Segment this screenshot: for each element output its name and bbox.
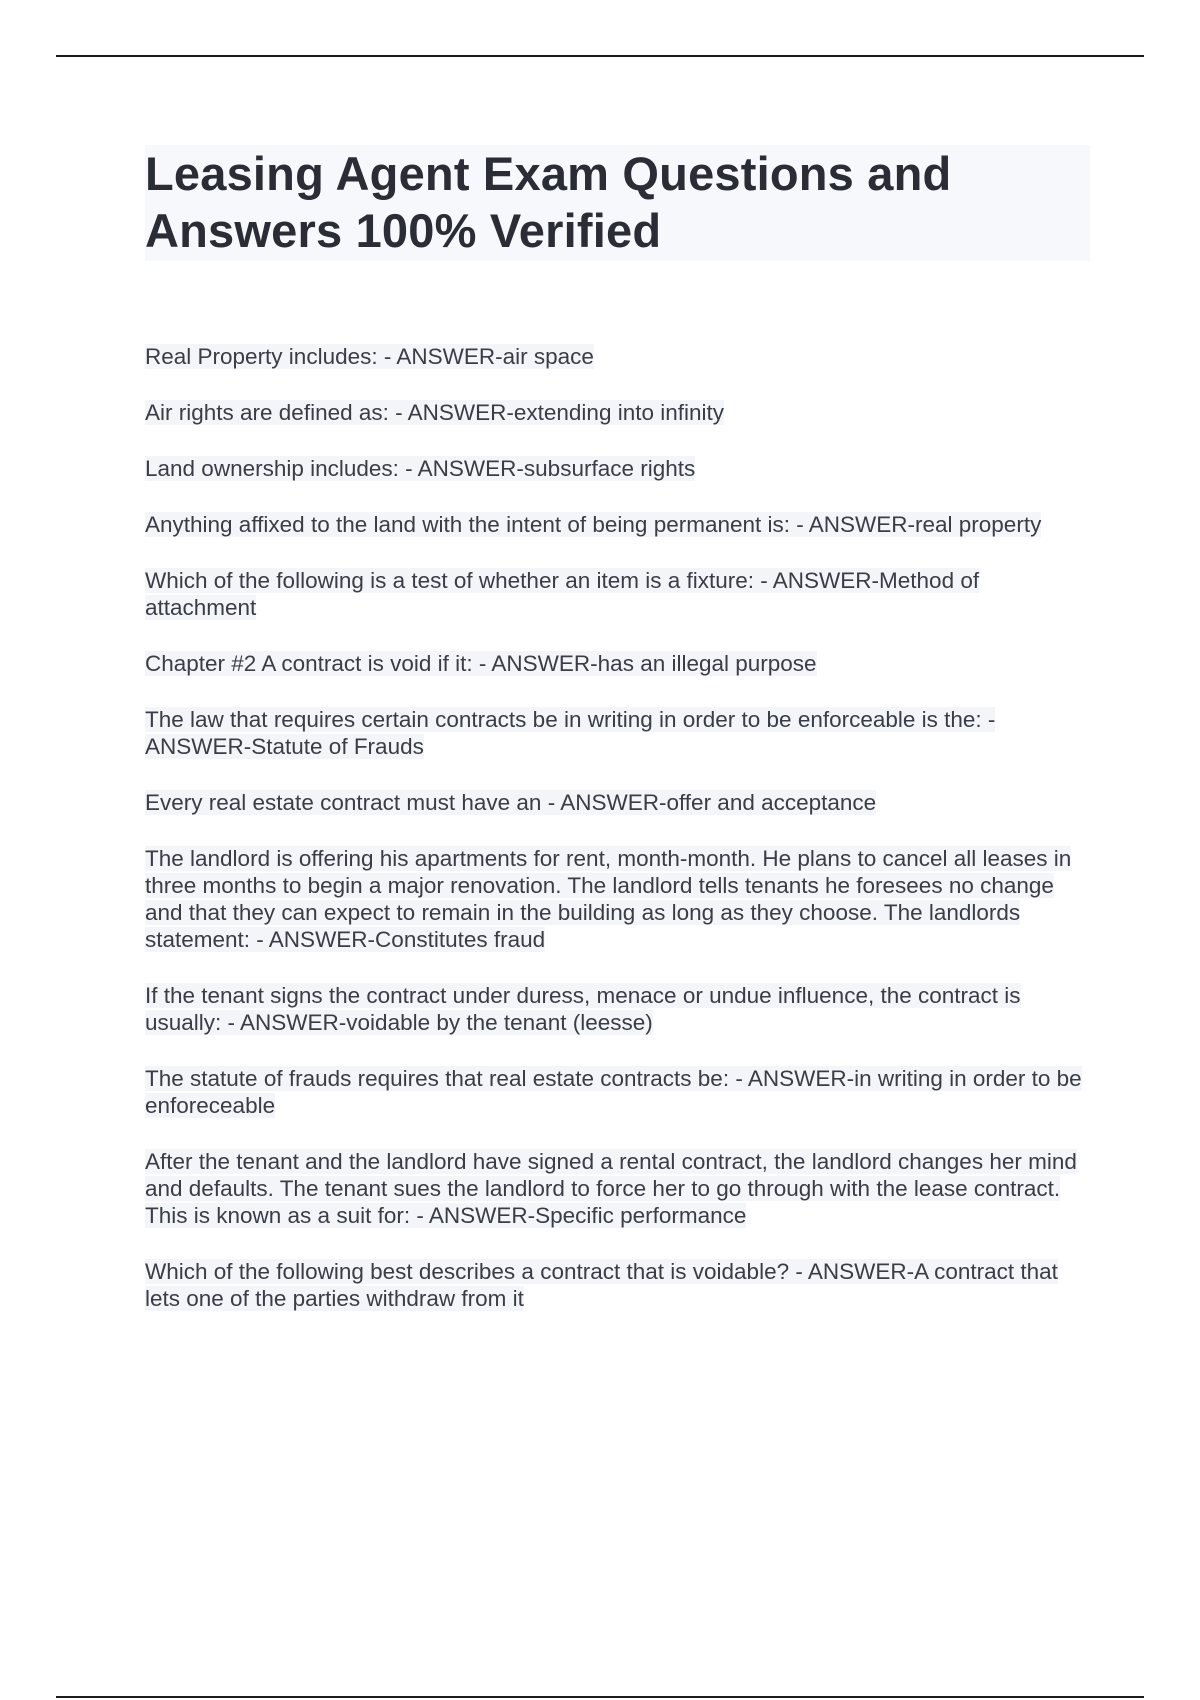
qa-item xyxy=(145,455,1090,482)
qa-text: Which of the following is a test of whether an item is a fixture: - ANSWER-Method of attachment xyxy=(145,568,980,620)
qa-item xyxy=(145,343,1090,370)
qa-item xyxy=(145,1148,1090,1229)
qa-text: The law that requires certain contracts be in writing in order to be enforceable is the: - ANSWER-Statute of Frauds xyxy=(145,707,996,759)
qa-text: Anything affixed to the land with the intent of being permanent is: - ANSWER-real property xyxy=(145,512,1042,537)
qa-text: Real Property includes: - ANSWER-air space xyxy=(145,344,594,369)
qa-item xyxy=(145,567,1090,621)
document-body xyxy=(145,145,1090,1341)
qa-text: Chapter #2 A contract is void if it: - ANSWER-has an illegal purpose xyxy=(145,651,817,676)
qa-item xyxy=(145,511,1090,538)
qa-text: If the tenant signs the contract under duress, menace or undue influence, the contract is usually: - ANSWER-voidable by the tenant (leesse) xyxy=(145,983,1021,1035)
qa-text: Air rights are defined as: - ANSWER-extending into infinity xyxy=(145,400,725,425)
qa-item xyxy=(145,845,1090,953)
qa-item xyxy=(145,789,1090,816)
qa-text: Land ownership includes: - ANSWER-subsurface rights xyxy=(145,456,696,481)
title-block xyxy=(145,145,1090,261)
qa-text: Every real estate contract must have an - ANSWER-offer and acceptance xyxy=(145,790,877,815)
qa-text: The statute of frauds requires that real estate contracts be: - ANSWER-in writing in order to be enforeceable xyxy=(145,1066,1082,1118)
qa-item xyxy=(145,399,1090,426)
top-divider xyxy=(56,55,1144,57)
qa-item xyxy=(145,1065,1090,1119)
qa-text: After the tenant and the landlord have signed a rental contract, the landlord changes her mind and defaults. The tenant sues the landlord to force her to go through with the lease contract. This is known as a suit for: - ANSWER-Specific performance xyxy=(145,1149,1077,1228)
qa-text: Which of the following best describes a contract that is voidable? - ANSWER-A contract that lets one of the parties withdraw from it xyxy=(145,1259,1058,1311)
qa-item xyxy=(145,982,1090,1036)
qa-list xyxy=(145,343,1090,1312)
qa-item xyxy=(145,1258,1090,1312)
document-title: Leasing Agent Exam Questions and Answers 100% Verified xyxy=(145,147,952,257)
qa-item xyxy=(145,650,1090,677)
bottom-divider xyxy=(56,1696,1144,1698)
qa-text: The landlord is offering his apartments for rent, month-month. He plans to cancel all leases in three months to begin a major renovation. The landlord tells tenants he foresees no change and that they can expect to remain in the building as long as they choose. The landlords statement: - ANSWER-Constitutes fraud xyxy=(145,846,1072,952)
qa-item xyxy=(145,706,1090,760)
